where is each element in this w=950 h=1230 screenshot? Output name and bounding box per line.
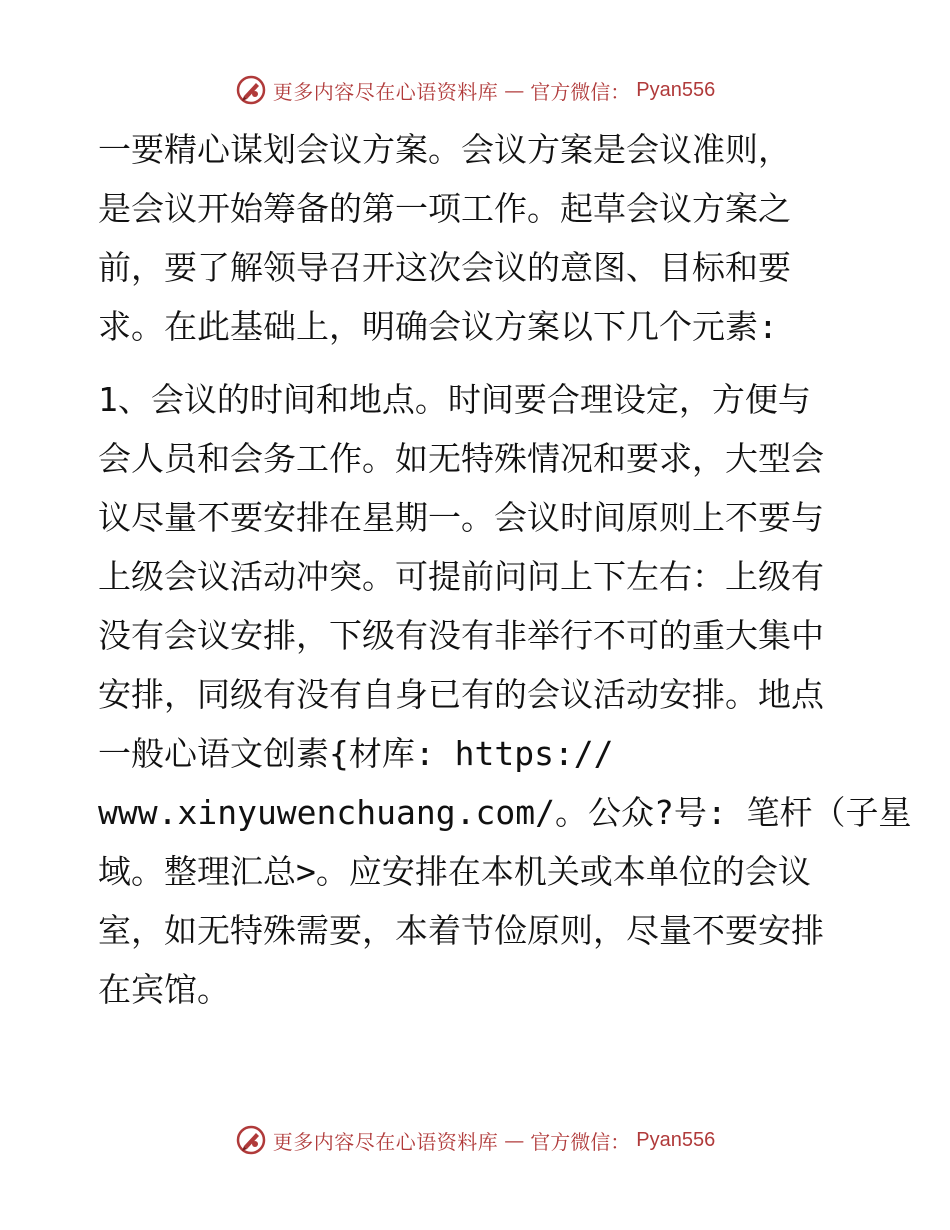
footer-wechat-label: 官方微信： bbox=[530, 1129, 631, 1154]
text-line: 一要精心谋划会议方案。会议方案是会议准则， bbox=[98, 130, 791, 169]
paragraph-1 bbox=[98, 120, 858, 356]
pen-logo-icon bbox=[235, 1124, 267, 1156]
header-wechat-label: 官方微信： bbox=[530, 79, 631, 104]
text-line: 室，如无特殊需要，本着节俭原则，尽量不要安排 bbox=[98, 911, 824, 950]
footer-wechat-id: Pyan556 bbox=[636, 1128, 716, 1151]
text-line: 求。在此基础上，明确会议方案以下几个元素: bbox=[98, 307, 778, 346]
header-banner-content bbox=[235, 74, 715, 106]
text-line: www.xinyuwenchuang.com/。公众?号: 笔杆（子星 bbox=[98, 793, 912, 832]
footer-banner-separator: — bbox=[504, 1128, 525, 1152]
text-line: 1、会议的时间和地点。时间要合理设定，方便与 bbox=[98, 380, 811, 419]
footer-banner-content bbox=[235, 1124, 715, 1156]
pen-logo-icon bbox=[235, 74, 267, 106]
header-banner bbox=[0, 70, 950, 110]
text-line: 一般心语文创素{材库: https:// bbox=[98, 734, 614, 773]
text-line: 安排，同级有没有自身已有的会议活动安排。地点 bbox=[98, 675, 824, 714]
header-banner-separator: — bbox=[504, 78, 525, 102]
paragraph-2 bbox=[98, 370, 912, 1019]
header-wechat-id: Pyan556 bbox=[636, 78, 716, 101]
text-line: 议尽量不要安排在星期一。会议时间原则上不要与 bbox=[98, 498, 824, 537]
text-line: 域。整理汇总>。应安排在本机关或本单位的会议 bbox=[98, 852, 811, 891]
footer-banner bbox=[0, 1120, 950, 1160]
footer-banner-text: 更多内容尽在心语资料库 bbox=[272, 1129, 499, 1154]
header-banner-text: 更多内容尽在心语资料库 bbox=[272, 79, 499, 104]
text-line: 在宾馆。 bbox=[98, 970, 230, 1009]
document-body bbox=[98, 120, 912, 1019]
text-line: 是会议开始筹备的第一项工作。起草会议方案之 bbox=[98, 189, 791, 228]
text-line: 前，要了解领导召开这次会议的意图、目标和要 bbox=[98, 248, 791, 287]
text-line: 没有会议安排，下级有没有非举行不可的重大集中 bbox=[98, 616, 824, 655]
text-line: 会人员和会务工作。如无特殊情况和要求，大型会 bbox=[98, 439, 824, 478]
text-line: 上级会议活动冲突。可提前问问上下左右：上级有 bbox=[98, 557, 824, 596]
paragraph-gap bbox=[98, 356, 858, 370]
